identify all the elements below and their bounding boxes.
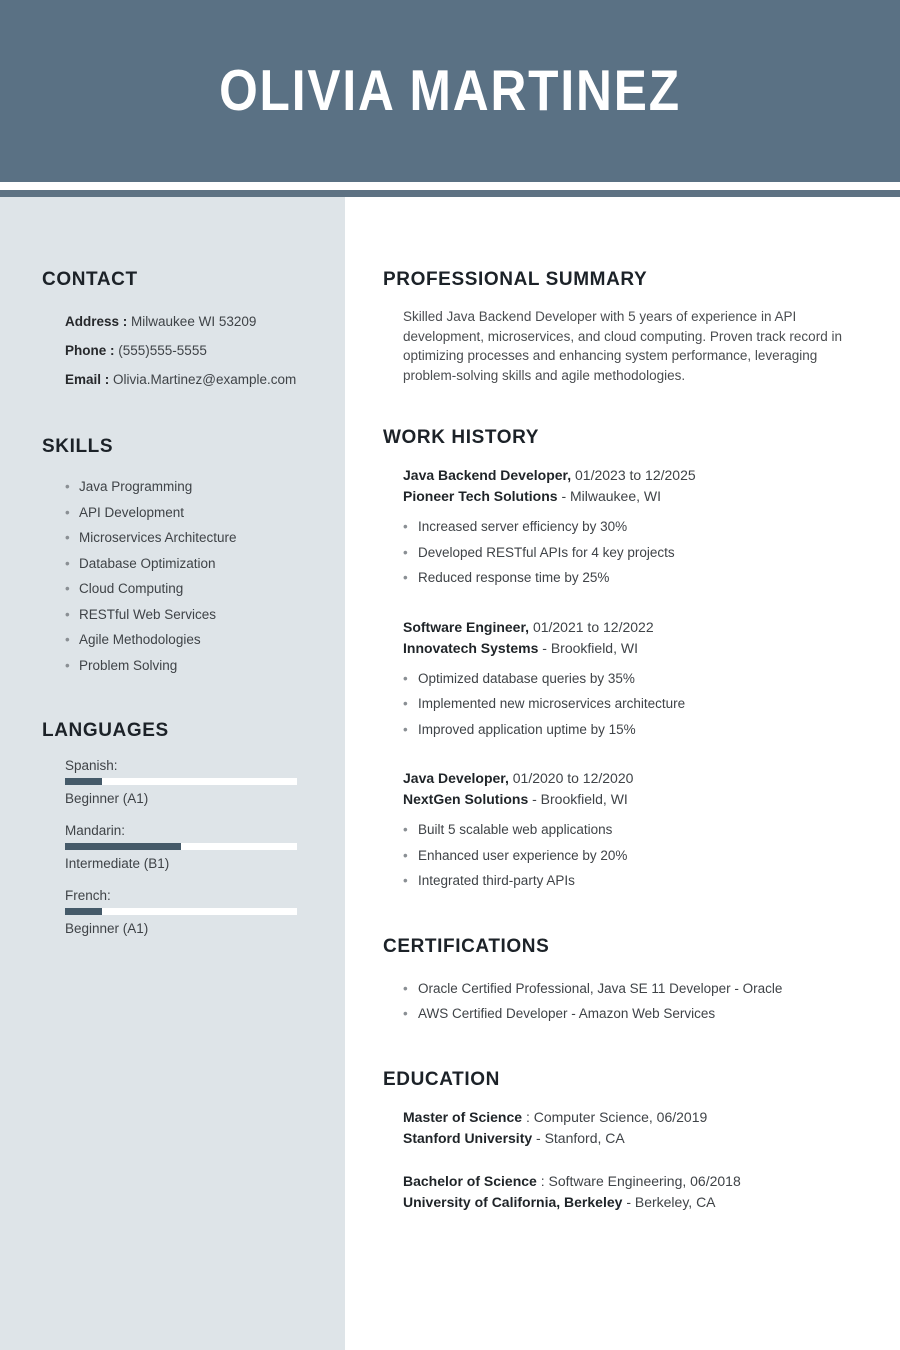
job-bullet: • Improved application uptime by 15%: [403, 717, 850, 743]
summary-text: Skilled Java Backend Developer with 5 years of experience in API development, microservices, and cloud computing. Proven track record in optimizing processes and enhancing system performance, leveraging problem-solving skills and agile methodologies.: [403, 309, 842, 383]
degree-line: [403, 1107, 850, 1128]
language-item-mandarin: [65, 823, 300, 871]
job-bullet: • Reduced response time by 25%: [403, 565, 850, 591]
summary-heading: PROFESSIONAL SUMMARY: [383, 269, 648, 290]
education-entry: [403, 1107, 850, 1149]
job-dates: 01/2023 to 12/2025: [575, 467, 696, 483]
language-name: Spanish:: [65, 758, 118, 773]
language-proficiency-fill: [65, 908, 102, 915]
job-title-line: [403, 465, 850, 486]
job-bullet: • Built 5 scalable web applications: [403, 817, 850, 843]
skill-item: • Java Programming: [65, 474, 300, 500]
job-title-line: [403, 617, 850, 638]
job-title: Java Backend Developer,: [403, 467, 572, 483]
school-location: - Stanford, CA: [536, 1129, 625, 1146]
contact-heading: CONTACT: [42, 269, 138, 290]
contact-item-phone: [65, 336, 300, 365]
contact-value: (555)555-5555: [118, 343, 207, 358]
language-level: Intermediate (B1): [65, 856, 170, 871]
sidebar: [0, 197, 345, 1350]
school: Stanford University: [403, 1129, 533, 1146]
work-history-heading: WORK HISTORY: [383, 427, 540, 448]
skill-item: • Problem Solving: [65, 653, 300, 679]
contact-label: Phone :: [65, 343, 115, 358]
language-proficiency-fill: [65, 778, 102, 785]
languages-heading: LANGUAGES: [42, 720, 169, 741]
certification-list: [403, 976, 850, 1027]
degree-line: [403, 1171, 850, 1192]
job-dates: 01/2020 to 12/2020: [512, 770, 634, 786]
language-level: Beginner (A1): [65, 791, 149, 806]
contact-item-address: [65, 307, 300, 336]
job-company-line: [403, 638, 850, 659]
candidate-name: OLIVIA MARTINEZ: [219, 59, 681, 123]
education-entry: [403, 1171, 850, 1213]
school: University of California, Berkeley: [403, 1193, 623, 1210]
skill-item: • Database Optimization: [65, 551, 300, 577]
language-item-french: [65, 888, 300, 936]
job-location: - Milwaukee, WI: [561, 488, 662, 504]
contact-value: Olivia.Martinez@example.com: [113, 372, 297, 387]
degree: Bachelor of Science: [403, 1172, 537, 1189]
skills-heading: SKILLS: [42, 436, 114, 457]
main-column: [345, 197, 900, 1350]
certification-item: • AWS Certified Developer - Amazon Web Services: [403, 1001, 850, 1027]
job-company: Innovatech Systems: [403, 639, 539, 656]
header-banner: [0, 0, 900, 182]
school-line: [403, 1128, 850, 1149]
job-title-line: [403, 768, 850, 789]
content-columns: [0, 197, 900, 1350]
summary-section: [383, 269, 850, 385]
skill-list: [65, 474, 300, 678]
language-name: French:: [65, 888, 111, 903]
skill-item: • Microservices Architecture: [65, 525, 300, 551]
education-heading: EDUCATION: [383, 1068, 500, 1090]
contact-label: Address :: [65, 314, 128, 329]
degree: Master of Science: [403, 1108, 523, 1125]
job-bullet: • Optimized database queries by 35%: [403, 666, 850, 692]
school-line: [403, 1192, 850, 1213]
language-proficiency-bar: [65, 778, 297, 785]
skills-section: [42, 436, 300, 678]
job-company-line: [403, 789, 850, 810]
job-bullet: • Developed RESTful APIs for 4 key projects: [403, 540, 850, 566]
degree-program: : Computer Science, 06/2019: [525, 1108, 708, 1125]
contact-item-email: [65, 365, 300, 394]
job-title: Java Developer,: [403, 770, 509, 786]
skill-item: • Agile Methodologies: [65, 627, 300, 653]
job-bullet: • Increased server efficiency by 30%: [403, 514, 850, 540]
work-history-section: [383, 427, 850, 894]
job-entry: [403, 617, 850, 743]
degree-program: : Software Engineering, 06/2018: [540, 1172, 741, 1189]
header-divider-bar: [0, 190, 900, 197]
certifications-heading: CERTIFICATIONS: [383, 935, 550, 957]
language-proficiency-bar: [65, 843, 297, 850]
education-section: [383, 1069, 850, 1213]
skill-item: • API Development: [65, 500, 300, 526]
languages-section: [42, 720, 300, 936]
job-company-line: [403, 486, 850, 507]
contact-section: [42, 269, 300, 394]
language-proficiency-bar: [65, 908, 297, 915]
language-name: Mandarin:: [65, 823, 126, 838]
contact-label: Email :: [65, 372, 110, 387]
certifications-section: [383, 936, 850, 1027]
job-entry: [403, 768, 850, 894]
job-bullet-list: [403, 666, 850, 743]
job-bullet: • Implemented new microservices architecture: [403, 691, 850, 717]
job-bullet: • Enhanced user experience by 20%: [403, 843, 850, 869]
job-location: - Brookfield, WI: [532, 791, 628, 807]
job-bullet: • Integrated third-party APIs: [403, 868, 850, 894]
job-location: - Brookfield, WI: [542, 639, 638, 656]
language-proficiency-fill: [65, 843, 181, 850]
certification-item: • Oracle Certified Professional, Java SE 11 Developer - Oracle: [403, 976, 850, 1002]
job-bullet-list: [403, 514, 850, 591]
job-company: Pioneer Tech Solutions: [403, 488, 558, 504]
header-divider-gap: [0, 182, 900, 190]
job-title: Software Engineer,: [403, 618, 530, 635]
skill-item: • RESTful Web Services: [65, 602, 300, 628]
language-level: Beginner (A1): [65, 921, 149, 936]
job-dates: 01/2021 to 12/2022: [532, 618, 654, 635]
job-bullet-list: [403, 817, 850, 894]
contact-value: Milwaukee WI 53209: [131, 314, 257, 329]
school-location: - Berkeley, CA: [626, 1193, 716, 1210]
skill-item: • Cloud Computing: [65, 576, 300, 602]
job-entry: [403, 465, 850, 591]
language-item-spanish: [65, 758, 300, 806]
job-company: NextGen Solutions: [403, 791, 529, 807]
